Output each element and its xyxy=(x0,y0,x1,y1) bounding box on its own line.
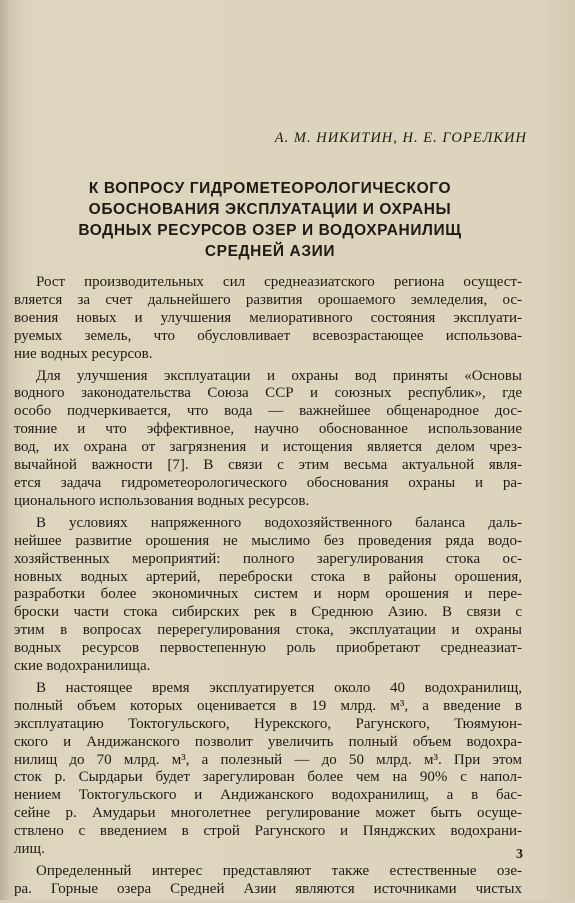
text-line: ствлено с введением в строй Рагунского и Пянджских водохрани- xyxy=(14,823,522,840)
paragraph xyxy=(14,863,522,899)
text-line: сейне р. Амударьи многолетнее регулирование может быть осуще- xyxy=(14,805,522,822)
text-line: нейшее развитие орошения не мыслимо без проведения ряда водо- xyxy=(14,532,522,549)
text-line: водных ресурсов первостепенную роль приобретают среднеазиат- xyxy=(14,640,522,657)
text-line: броски части стока сибирских рек в Среднюю Азию. В связи с xyxy=(14,604,522,621)
text-line: сток р. Сырдарьи будет зарегулирован более чем на 90% с напол- xyxy=(14,769,522,786)
text-line: лищ. xyxy=(14,841,45,858)
paragraph xyxy=(14,274,522,364)
text-line: ра. Горные озера Средней Азии являются источниками чистых xyxy=(14,880,522,897)
paragraph xyxy=(14,680,522,859)
paragraph xyxy=(14,368,522,511)
text-line: Для улучшения эксплуатации и охраны вод приняты «Основы xyxy=(36,367,522,384)
text-line: ского и Андижанского позволит увеличить полный объем водохра- xyxy=(14,733,522,750)
text-line: новных водных артерий, переброски стока в районы орошения, xyxy=(14,568,522,585)
title-line: ОБОСНОВАНИЯ ЭКСПЛУАТАЦИИ И ОХРАНЫ xyxy=(88,201,452,218)
paragraph xyxy=(14,515,522,676)
text-line: водного законодательства Союза ССР и союзных республик», где xyxy=(14,385,522,402)
text-line: В настоящее время эксплуатируется около 40 водохранилищ, xyxy=(36,679,522,696)
text-line: ционального использования водных ресурсов. xyxy=(14,492,310,509)
text-line: воения новых и улучшения мелиоративного состояния эксплуати- xyxy=(14,309,522,326)
title-line: СРЕДНЕЙ АЗИИ xyxy=(204,243,336,260)
article-title xyxy=(60,178,480,262)
text-line: вычайной важности [7]. В связи с этим весьма актуальной явля- xyxy=(14,457,522,474)
text-line: Рост производительных сил среднеазиатского региона осущест- xyxy=(36,274,522,290)
text-line: нением Токтогульского и Андижанского водохранилищ, а в бас- xyxy=(14,787,522,804)
text-line: нилищ до 70 млрд. м³, а полезный — до 50 млрд. м³. При этом xyxy=(14,751,522,768)
text-line: вод, их охрана от загрязнения и истощения является делом чрез- xyxy=(14,439,522,456)
text-line: разработки более экономичных систем и норм орошения и пере- xyxy=(14,586,522,603)
text-line: тояние и что эффективное, научно обоснованное использование xyxy=(14,421,522,438)
text-line: руемых земель, что обусловливает всевозрастающее использова- xyxy=(14,327,522,344)
article-body xyxy=(14,274,522,903)
text-line: особо подчеркивается, что вода — важнейшее общенародное дос- xyxy=(14,403,522,420)
text-line: ется задача гидрометеорологического обоснования охраны и ра- xyxy=(14,474,522,491)
title-line: К ВОПРОСУ ГИДРОМЕТЕОРОЛОГИЧЕСКОГО xyxy=(88,180,452,197)
text-line: Определенный интерес представляют также естественные озе- xyxy=(36,863,522,879)
text-line: этим в вопросах перерегулирования стока, эксплуатации и охраны xyxy=(14,622,522,639)
text-line: хозяйственных мероприятий: полного зарегулирования стока ос- xyxy=(14,550,522,567)
text-line: В условиях напряженного водохозяйственного баланса даль- xyxy=(36,514,522,531)
text-line: вляется за счет дальнейшего развития орошаемого земледелия, ос- xyxy=(14,291,522,308)
title-line: ВОДНЫХ РЕСУРСОВ ОЗЕР И ВОДОХРАНИЛИЩ xyxy=(78,222,462,239)
text-line: эксплуатацию Токтогульского, Нурекского, Рагунского, Тюямуюн- xyxy=(14,715,522,732)
page-number: 3 xyxy=(516,847,523,862)
text-line: ние водных ресурсов. xyxy=(14,345,153,362)
text-line: полный объем которых оценивается в 19 млрд. м³, а введение в xyxy=(14,697,522,714)
text-line: ские водохранилища. xyxy=(14,658,151,675)
authors: А. М. НИКИТИН, Н. Е. ГОРЕЛКИН xyxy=(274,130,527,146)
